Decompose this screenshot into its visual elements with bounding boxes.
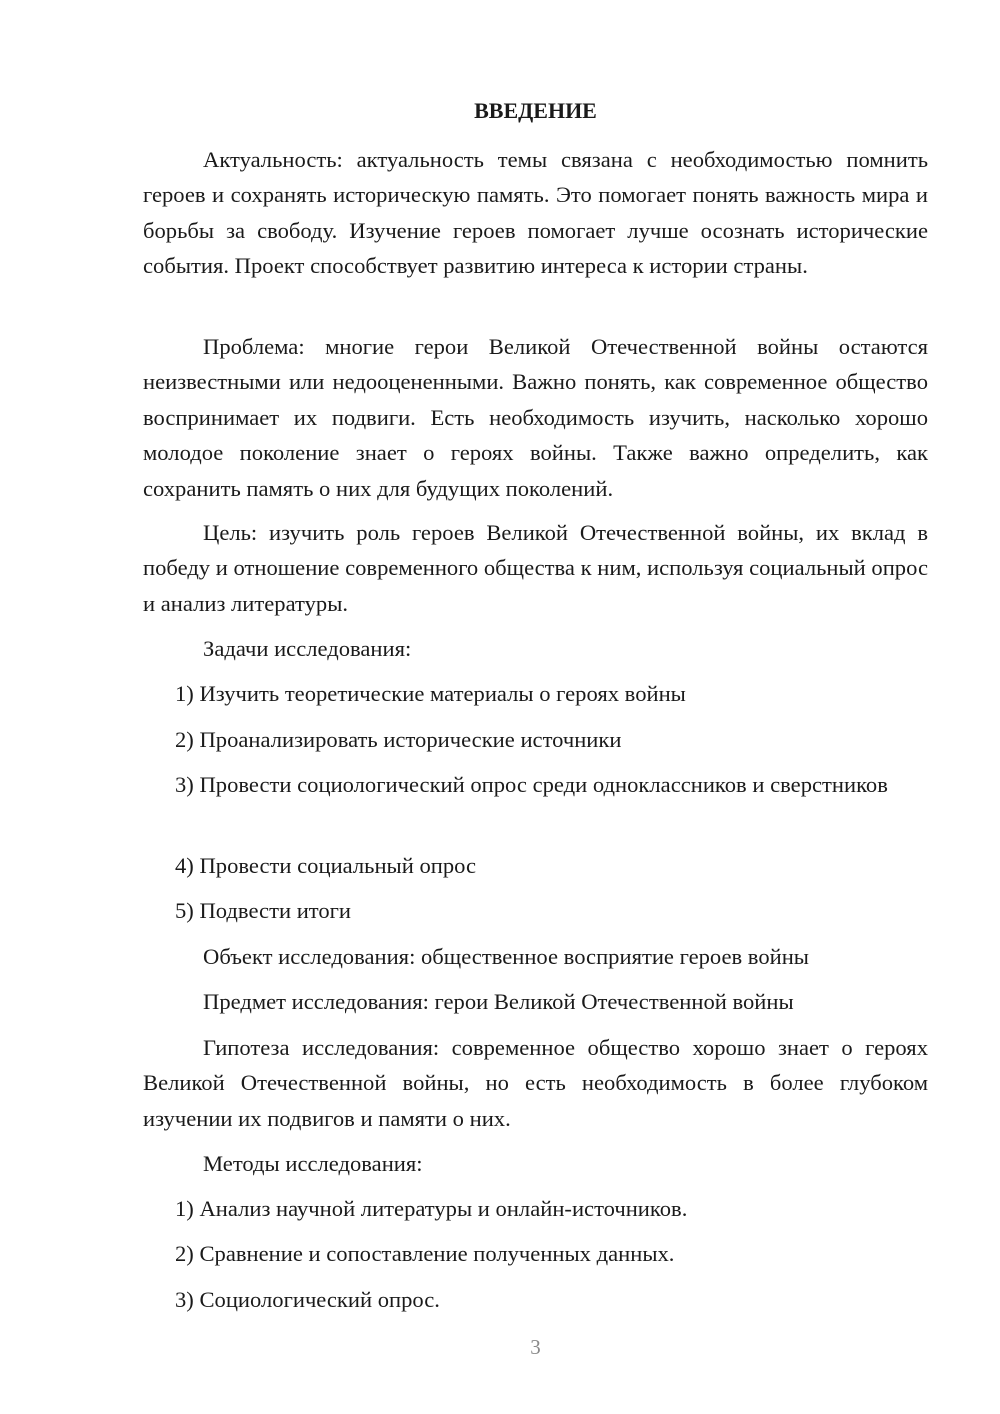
task-item: 5) Подвести итоги — [175, 898, 352, 923]
paragraph-goal: Цель: изучить роль героев Великой Отечественной войны, их вклад в победу и отношение современного общества к ним, используя социальный опрос и анализ литературы. — [143, 520, 928, 616]
method-item: 1) Анализ научной литературы и онлайн-источников. — [175, 1196, 688, 1221]
paragraph-object: Объект исследования: общественное восприятие героев войны — [203, 944, 809, 969]
task-item: 1) Изучить теоретические материалы о героях войны — [175, 681, 686, 706]
page-number: 3 — [530, 1335, 541, 1359]
section-heading: ВВЕДЕНИЕ — [474, 98, 597, 123]
task-item: 4) Провести социальный опрос — [175, 853, 477, 878]
paragraph-problem: Проблема: многие герои Великой Отечественной войны остаются неизвестными или недооцененными. Важно понять, как современное общество воспринимает их подвиги. Есть необходимость изучить, насколько хорошо молодое поколение знает о героях войны. Также важно определить, как сохранить память о них для будущих поколений. — [143, 334, 928, 501]
task-item: 2) Проанализировать исторические источники — [175, 727, 622, 752]
method-item: 2) Сравнение и сопоставление полученных данных. — [175, 1241, 675, 1266]
paragraph-methods-title: Методы исследования: — [203, 1151, 423, 1176]
paragraph-subject: Предмет исследования: герои Великой Отечественной войны — [203, 989, 794, 1014]
paragraph-hypothesis: Гипотеза исследования: современное общество хорошо знает о героях Великой Отечественной войны, но есть необходимость в более глубоком изучении их подвигов и памяти о них. — [143, 1035, 928, 1131]
paragraph-relevance: Актуальность: актуальность темы связана с необходимостью помнить героев и сохранять историческую память. Это помогает понять важность мира и борьбы за свободу. Изучение героев помогает лучше осознать исторические события. Проект способствует развитию интереса к истории страны. — [143, 147, 928, 279]
method-item: 3) Социологический опрос. — [175, 1287, 440, 1312]
paragraph-tasks-title: Задачи исследования: — [203, 636, 412, 661]
task-item: 3) Провести социологический опрос среди одноклассников и сверстников — [175, 772, 888, 797]
